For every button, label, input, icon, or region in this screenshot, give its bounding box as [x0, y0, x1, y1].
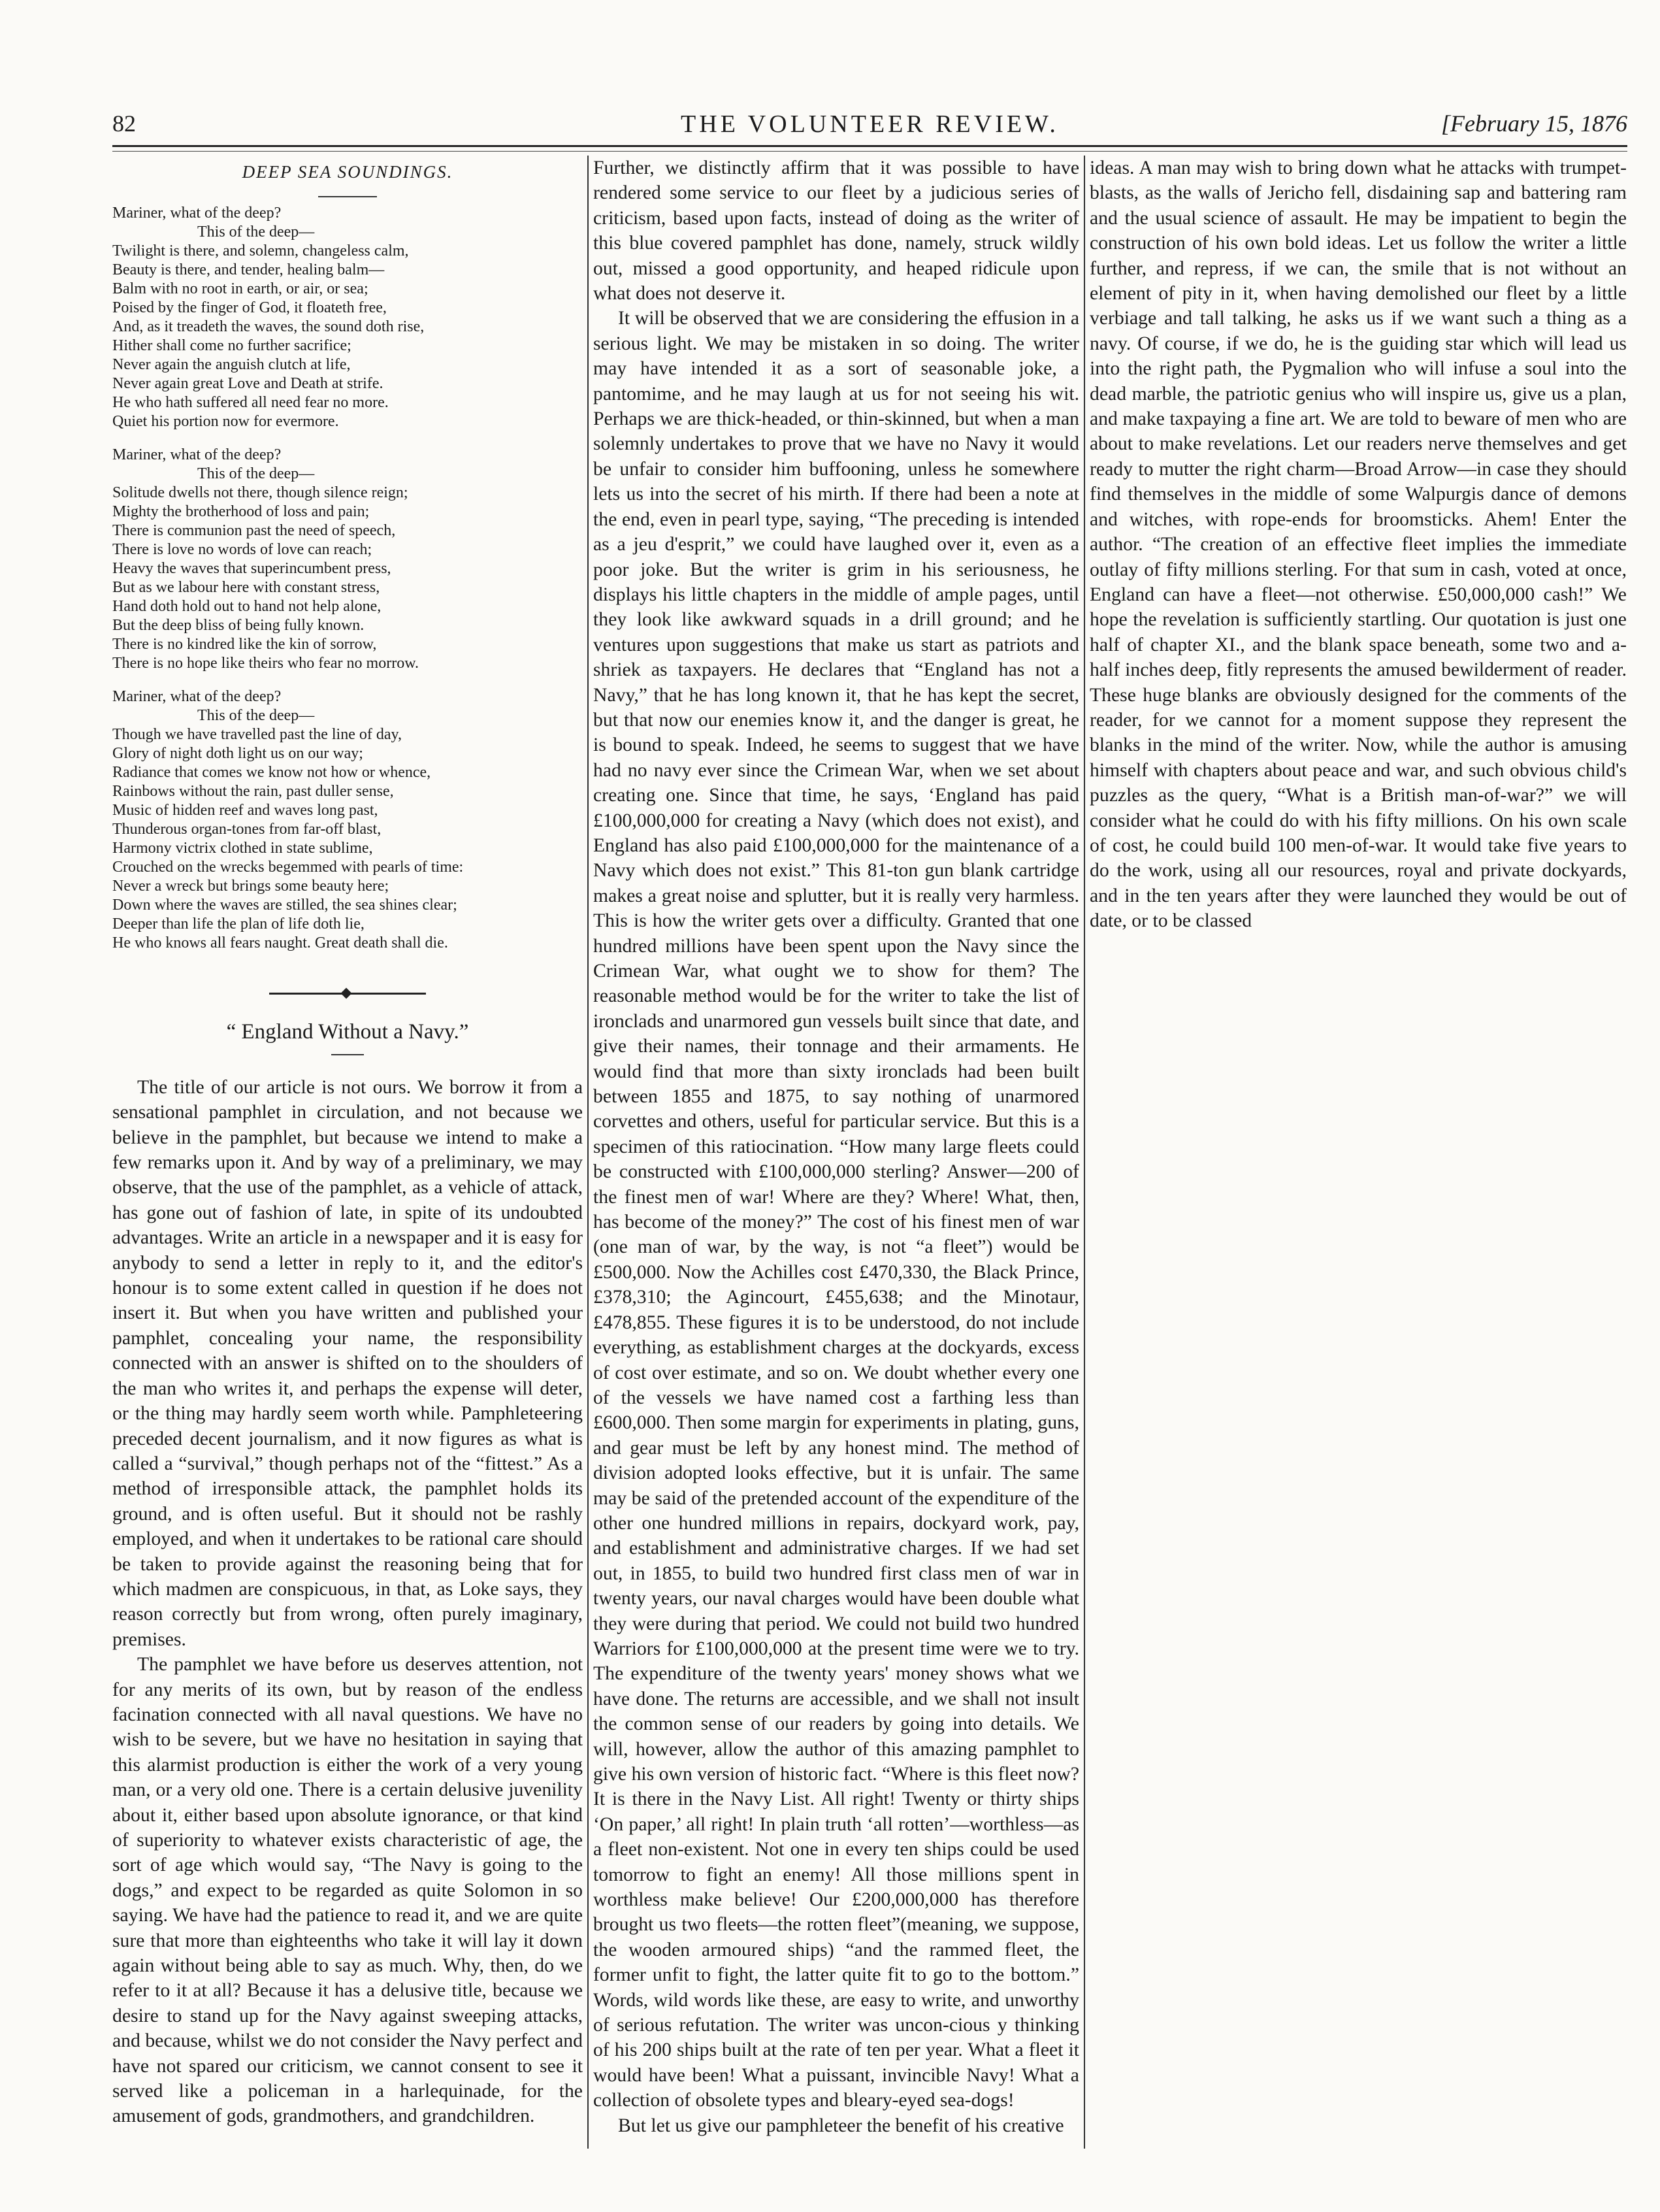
poem-line: Twilight is there, and solemn, changeless calm,	[112, 242, 409, 260]
column-divider	[1084, 156, 1085, 2149]
article-paragraph: The pamphlet we have before us deserves attention, not for any merits of its own, but by reason of the endless facination connected with all naval questions. We have no wish to be severe, but we have no hesitation in saying that this alarmist production is either the work of a very young man, or a very old one. There is a certain delusive juvenility about it, either based upon absolute ignorance, or that kind of superiority to whatever exists characteristic of age, the sort of age which would say, “The Navy is going to the dogs,” and expect to be regarded as quite Solomon in so saying. We have had the patience to read it, and we are quite sure that more than eighteenths who take it will lay it down again without being able to say as much. Why, then, do we refer to it at all? Because it has a delusive title, because we desire to stand up for the Navy against sweeping attacks, and because, whilst we do not consider the Navy perfect and have not spared our criticism, we cannot consent to see it served like a policeman in a harlequinade, for the amusement of gods, grandmothers, and grandchildren.	[112, 1654, 583, 2127]
article-paragraph: It will be observed that we are considering the effusion in a serious light. We may be mistaken in so doing. The writer may have intended it as a sort of seasonable joke, a pantomime, and he may laugh at us for not seeing his wit. Perhaps we are thick-headed, or thin-skinned, but when a man solemnly undertakes to prove that we have no Navy it would be unfair to consider him buffooning, unless he somewhere lets us into the secret of his mirth. If there had been a note at the end, even in pearl type, saying, “The preceding is intended as a jeu d'esprit,” we could have laughed over it, even as a poor joke. But the writer is grim in his seriousness, he displays his little chapters in the middle of ample pages, until they look like awkward squads in a drill ground; and he ventures upon suggestions that make us start as patriots and shriek as taxpayers. He declares that “England has not a Navy,” that he has long known it, that he has kept the secret, but that now our enemies know it, and the danger is great, he is bound to speak. Indeed, he seems to suggest that we have had no navy ever since the Crimean War, when we set about creating one. Since that time, he says, ‘England has paid £100,000,000 for creating a Navy (which does not exist), and England has also paid £100,000,000 for the maintenance of a Navy which does not exist.” This 81-ton gun blank cartridge makes a great noise and splutter, but it is really very harmless. This is how the writer gets over a difficulty. Granted that one hundred millions have been spent upon the Navy since the Crimean War, what ought we to show for them? The reasonable method would be for the writer to take the list of ironclads and unarmored gun vessels built since that date, and give their names, their tonnage and their armaments. He would find that more than sixty ironclads had been built between 1855 and 1875, to say nothing of unarmored corvettes and others, useful for particular service. But this is a specimen of this ratiocination. “How many large fleets could be constructed with £100,000,000 sterling? Answer—200 of the finest men of war! Where are they? Where! What, then, has become of the money?” The cost of his finest men of war (one man of war, by the way, is not “a fleet”) would be £500,000. Now the Achilles cost £470,330, the Black Prince, £378,310; the Agincourt, £455,638; and the Minotaur, £478,855. These figures it is to be understood, do not include everything, as establishment charges at the dockyards, excess of cost over estimate, and so on. We doubt whether every one of the vessels we have named cost a farthing less than £600,000. Then some margin for experiments in plating, guns, and gear must be left by any honest mind. The method of division adopted looks effective, but it is unfair. The same may be said of the pretended account of the expenditure of the other one hundred millions in repairs, dockyard work, pay, and establishment and administrative charges. If we had set out, in 1855, to build two hundred first class men of war in twenty years, our naval charges would have been double what they were during that period. We could not build two hundred Warriors for £100,000,000 at the present time were we to try. The expenditure of the twenty years' money shows what we have done. The returns are accessible, and we shall not insult the common sense of our readers by going into details. We will, however, allow the author of this amazing pamphlet to give his own version of historic fact. “Where is this fleet now? It is there in the Navy List. All right! Twenty or thirty ships ‘On paper,’ all right! In plain truth ‘all rotten’—worthless—as a fleet non-existent. Not one in every ten ships could be used tomorrow to fight an enemy! All those millions spent in worthless make believe! Our £200,000,000 has therefore brought us two fleets—the rotten fleet”(meaning, we suppose, the wooden armoured ships) “and the rammed fleet, the former unfit to fight, the latter quite fit to go to the bottom.” Words, wild words like these, are easy to write, and unworthy of serious refutation. The writer was uncon-cious y thinking of his 200 ships built at the rate of ten per year. What a fleet it would have been! What a puissant, invincible Navy! What a collection of obsolete types and bleary-eyed sea-dogs!	[593, 308, 1079, 2111]
poem-line: Heavy the waves that superincumbent press,	[112, 560, 391, 578]
column-1	[112, 156, 583, 2149]
article-paragraph: But let us give our pamphleteer the benefit of his creative	[618, 2115, 1064, 2136]
poem-line: Radiance that comes we know not how or whence,	[112, 764, 431, 782]
poem-line: There is communion past the need of speech,	[112, 522, 396, 540]
poem-line: Mighty the brotherhood of loss and pain;	[112, 503, 370, 521]
poem-line: There is no kindred like the kin of sorrow,	[112, 636, 377, 653]
article-paragraph: ideas. A man may wish to bring down what he attacks with trumpet-blasts, as the walls of Jericho fell, disdaining sap and battering ram and the usual science of assault. He may be impatient to begin the construction of his own bold ideas. Let us follow the writer a little further, and repress, if we can, the smile that is not without an element of pity in it, when having demolished our fleet by a little verbiage and tall talking, he asks us if we want such a thing as a navy. Of course, if we do, he is the guiding star which will lead us into the right path, the Pygmalion who will infuse a soul into the dead marble, the patriotic genius who will inspire us, give us a plan, and make taxpaying a fine art. We are told to beware of men who are about to make revelations. Let our readers nerve themselves and get ready to mutter the right charm—Broad Arrow—in case they should find themselves in the middle of some Walpurgis dance of demons and witches, with rope-ends for broomsticks. Ahem! Enter the author. “The creation of an effective fleet implies the immediate outlay of fifty millions sterling. For that sum in cash, voted at once, England can have a fleet—not otherwise. £50,000,000 cash!” We hope the revelation is sufficiently startling. Our quotation is just one half of chapter XI., and the blank space beneath, some two and a-half inches deep, fitly represents the amused bewilderment of reader. These huge blanks are obviously designed for the comments of the reader, for we cannot for a moment suppose they represent the blanks in the mind of the writer. Now, while the author is amusing himself with chapters about peace and war, and such obvious child's puzzles as the query, “What is a British man-of-war?” we will consider what he could do with his fifty millions. On his own scale of cost, he could build 100 men-of-war. It would take five years to do the work, using all our resources, royal and private dockyards, and in the ten years after they were launched they would be out of date, or to be classed	[1090, 157, 1627, 932]
poem-line: Mariner, what of the deep?	[112, 446, 282, 464]
page-header	[112, 110, 1627, 139]
poem-line: There is no hope like theirs who fear no morrow.	[112, 655, 419, 672]
poem-line: Rainbows without the rain, past duller sense,	[112, 783, 394, 801]
poem-line: Crouched on the wrecks begemmed with pearls of time:	[112, 859, 464, 876]
article-title-rule	[331, 1054, 364, 1055]
column-divider	[587, 156, 589, 2149]
poem-line: This of the deep—	[197, 223, 315, 241]
poem-line: Mariner, what of the deep?	[112, 688, 282, 706]
poem-line: Though we have travelled past the line of day,	[112, 726, 402, 744]
poem-line: And, as it treadeth the waves, the sound doth rise,	[112, 318, 425, 336]
poem-line: But as we labour here with constant stress,	[112, 579, 380, 597]
poem-stanza	[112, 204, 583, 431]
poem-line: This of the deep—	[197, 707, 315, 725]
poem-line: Glory of night doth light us on our way;	[112, 745, 363, 763]
poem-line: Hand doth hold out to hand not help alone,	[112, 598, 382, 616]
poem-title: DEEP SEA SOUNDINGS.	[242, 162, 453, 182]
diamond-ornament-icon	[341, 988, 352, 999]
poem-line: Down where the waves are stilled, the sea shines clear;	[112, 897, 457, 914]
header-rule-thin	[112, 151, 1627, 152]
poem-line: He who hath suffered all need fear no more.	[112, 394, 389, 412]
ornamental-rule	[269, 989, 426, 997]
article-title: “ England Without a Navy.”	[226, 1020, 469, 1044]
poem-line: Thunderous organ-tones from far-off blast,	[112, 821, 382, 838]
poem-line: Music of hidden reef and waves long past,	[112, 802, 378, 819]
page-number: 82	[112, 110, 136, 137]
poem-line: Harmony victrix clothed in state sublime,	[112, 840, 373, 857]
poem-line: But the deep bliss of being fully known.	[112, 617, 365, 635]
poem-line: Deeper than life the plan of life doth lie,	[112, 916, 365, 933]
poem-line: Quiet his portion now for evermore.	[112, 413, 339, 431]
poem-line: Never a wreck but brings some beauty here;	[112, 878, 389, 895]
poem-stanza	[112, 687, 583, 953]
header-rule	[112, 145, 1627, 147]
poem-line: Mariner, what of the deep?	[112, 205, 282, 222]
article-paragraph: The title of our article is not ours. We borrow it from a sensational pamphlet in circulation, and not because we believe in the pamphlet, but because we intend to make a few remarks upon it. And by way of a preliminary, we may observe, that the use of the pamphlet, as a vehicle of attack, has gone out of fashion of late, in spite of its undoubted advantages. Write an article in a newspaper and it is easy for anybody to send a letter in reply to it, and the editor's honour is to some extent called in question if he does not insert it. But when you have written and published your pamphlet, concealing your name, the responsibility connected with an answer is shifted on to the shoulders of the man who writes it, and perhaps the expense will deter, or the thing may hardly seem worth while. Pamphleteering preceded decent journalism, and it now figures as what is called a “survival,” though perhaps not of the “fittest.” As a method of irresponsible attack, the pamphlet holds its ground, and is often useful. But it should not be rashly employed, and when it undertakes to be rational care should be taken to provide against the reasoning being that for which madmen are conspicuous, in that, as Loke says, they reason correctly but from wrong, often purely imaginary, premises.	[112, 1076, 583, 1650]
poem-title-rule	[318, 196, 377, 197]
column-2	[593, 156, 1079, 2149]
poem-line: Never again great Love and Death at strife.	[112, 375, 383, 393]
issue-date: [February 15, 1876	[1441, 110, 1627, 137]
column-3	[1090, 156, 1627, 2149]
poem-line: Beauty is there, and tender, healing balm—	[112, 261, 385, 279]
poem-line: Poised by the finger of God, it floateth free,	[112, 299, 387, 317]
poem-line: Hither shall come no further sacrifice;	[112, 337, 351, 355]
poem-line: He who knows all fears naught. Great death shall die.	[112, 934, 448, 952]
article-paragraph: Further, we distinctly affirm that it was possible to have rendered some service to our fleet by a judicious series of criticism, based upon facts, instead of doing as the writer of this blue covered pamphlet has done, namely, struck wildly out, missed a good opportunity, and heaped ridicule upon what does not deserve it.	[593, 157, 1079, 305]
poem-line: There is love no words of love can reach;	[112, 541, 372, 559]
poem-line: Never again the anguish clutch at life,	[112, 356, 351, 374]
poem-line: This of the deep—	[197, 465, 315, 483]
poem-line: Balm with no root in earth, or air, or sea;	[112, 280, 368, 298]
journal-title: THE VOLUNTEER REVIEW.	[681, 110, 1059, 138]
poem-stanza	[112, 446, 583, 673]
poem-line: Solitude dwells not there, though silence reign;	[112, 484, 408, 502]
